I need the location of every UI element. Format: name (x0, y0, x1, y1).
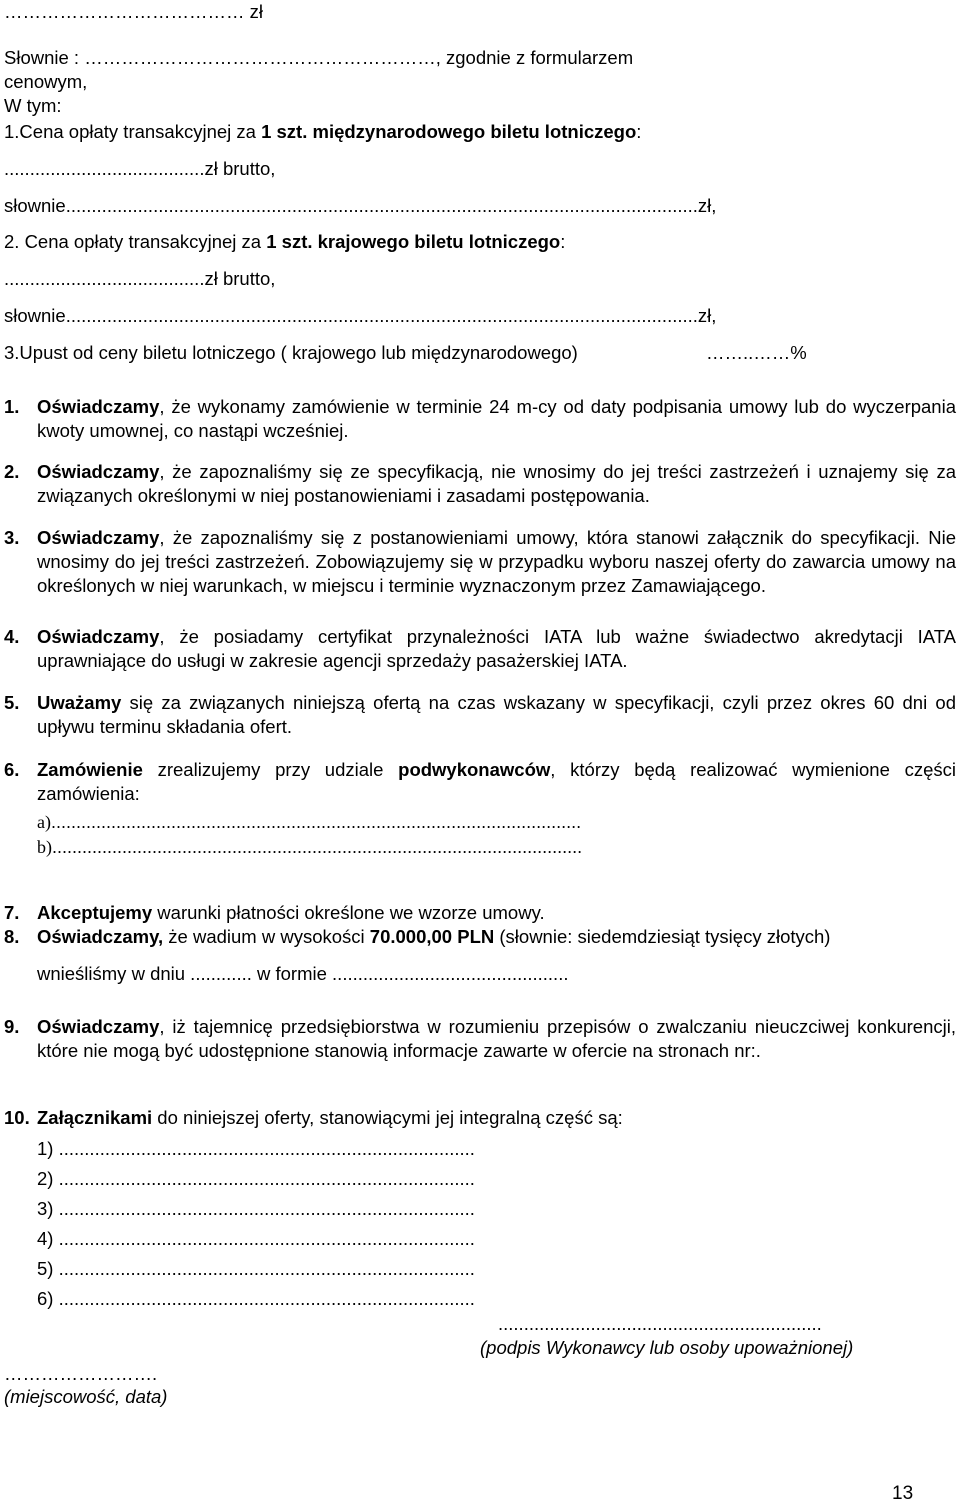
item-6-bold-1: Zamówienie (37, 759, 143, 780)
declaration-3-number: 3. (4, 527, 20, 548)
item-8-text-1: że wadium w wysokości (163, 926, 370, 947)
declaration-5 (4, 691, 956, 739)
attachment-item: 1) ................................................................................. (37, 1138, 475, 1159)
item-9-text: , iż tajemnicę przedsiębiorstwa w rozumieniu przepisów o zwalczaniu nieuczciwej konkurencji, które nie mogą być udostępnione stanowią informacje zawarte w ofercie na stronach nr:. (37, 1016, 956, 1061)
item-6-text-2: , którzy będą realizować wymienione części zamówienia: (37, 759, 956, 804)
price-item-1-bold: 1 szt. międzynarodowego biletu lotniczego (261, 121, 637, 142)
item-6-sub-b-dots: .......................................................................................................... (52, 837, 583, 857)
declaration-2-text: , że zapoznaliśmy się ze specyfikacją, nie wnosimy do jej treści zastrzeżeń i uznajemy się za związanych określonymi w niej postanowieniami i zasadami postępowania. (37, 461, 956, 506)
item-9-number: 9. (4, 1016, 20, 1037)
item-10-bold: Załącznikami (37, 1107, 153, 1128)
item-6-number: 6. (4, 759, 20, 780)
declaration-3 (4, 526, 956, 598)
signature-dots: ............................................................... (498, 1313, 822, 1334)
item-8-text-2: (słownie: siedemdziesiąt tysięcy złotych) (494, 926, 831, 947)
price-item-2-bold: 1 szt. krajowego biletu lotniczego (266, 231, 561, 252)
item-8-line-2: wnieśliśmy w dniu ............ w formie .............................................. (37, 963, 569, 984)
declaration-1-bold: Oświadczamy (37, 396, 160, 417)
page-number: 13 (892, 1483, 914, 1504)
declaration-2-number: 2. (4, 461, 20, 482)
item-6-sub-a-dots: .......................................................................................................... (50, 812, 582, 832)
item-6-sub-a (37, 810, 581, 834)
item-10-number: 10. (4, 1107, 30, 1128)
price-item-2 (4, 230, 565, 254)
declaration-1-number: 1. (4, 396, 20, 417)
slownie-label: Słownie : (4, 47, 85, 68)
item-6-sub-a-label: a) (37, 812, 51, 832)
declaration-5-number: 5. (4, 692, 20, 713)
item-10-attachments (4, 1106, 956, 1130)
item-6-sub-b-label: b) (37, 837, 52, 857)
declaration-5-bold: Uważamy (37, 692, 122, 713)
price-item-1-slownie: słownie...........................................................................................................................zł, (4, 195, 717, 216)
price-item-2-slownie: słownie...........................................................................................................................zł, (4, 305, 717, 326)
declaration-2 (4, 460, 956, 508)
declaration-2-bold: Oświadczamy (37, 461, 160, 482)
w-tym-text: W tym: (4, 95, 62, 116)
declaration-1-text: , że wykonamy zamówienie w terminie 24 m-cy od daty podpisania umowy lub do wyczerpania kwoty umownej, co nastąpi wcześniej. (37, 396, 956, 441)
place-date-dots: ……………………. (4, 1363, 158, 1384)
amount-in-words-line (4, 46, 633, 70)
price-item-1-label: 1.Cena opłaty transakcyjnej za (4, 121, 262, 142)
attachment-item: 6) ................................................................................. (37, 1288, 475, 1309)
discount-label: 3.Upust od ceny biletu lotniczego ( krajowego lub międzynarodowego) (4, 342, 578, 363)
attachment-item: 5) ................................................................................. (37, 1258, 475, 1279)
attachment-item: 3) ................................................................................. (37, 1198, 475, 1219)
item-8-bold-1: Oświadczamy, (37, 926, 164, 947)
place-date-label: (miejscowość, data) (4, 1386, 168, 1407)
declaration-4 (4, 625, 956, 673)
declaration-4-text: , że posiadamy certyfikat przynależności IATA lub ważne świadectwo akredytacji IATA uprawniające do usługi w zakresie agencji sprzedaży pasażerskiej IATA. (37, 626, 956, 671)
declaration-5-text: się za związanych niniejszą ofertą na czas wskazany w specyfikacji, czyli przez okres 60 dni od upływu terminu składania ofert. (37, 692, 956, 737)
declaration-3-bold: Oświadczamy (37, 527, 160, 548)
item-7-text: warunki płatności określone we wzorze umowy. (152, 902, 545, 923)
declaration-3-text: , że zapoznaliśmy się z postanowieniami umowy, która stanowi załącznik do specyfikacji. Nie wnosimy do jej treści zastrzeżeń. Zobowiązujemy się w przypadku wyboru naszej oferty do zawarcia umowy na określonych w niej warunkach, w miejscu i terminie wyznaczonym przez Zamawiającego. (37, 527, 956, 596)
price-item-1 (4, 120, 641, 144)
declaration-4-number: 4. (4, 626, 20, 647)
item-6-bold-2: podwykonawców (398, 759, 551, 780)
item-9-bold: Oświadczamy (37, 1016, 160, 1037)
slownie-dots: ………………………………………………… (84, 47, 436, 68)
price-item-2-label: 2. Cena opłaty transakcyjnej za (4, 231, 267, 252)
discount-line (4, 341, 578, 365)
attachment-item: 4) ................................................................................. (37, 1228, 475, 1249)
signature-label: (podpis Wykonawcy lub osoby upoważnionej) (480, 1337, 854, 1358)
slownie-suffix: , zgodnie z formularzem (435, 47, 634, 68)
item-7-number: 7. (4, 902, 20, 923)
item-6-subcontractors (4, 758, 956, 806)
price-item-2-colon: : (560, 231, 566, 252)
item-8-wadium (4, 925, 956, 949)
discount-value: ……..……% (706, 342, 807, 363)
cenowym-text: cenowym, (4, 71, 88, 92)
attachment-item: 2) ................................................................................. (37, 1168, 475, 1189)
item-7-bold: Akceptujemy (37, 902, 153, 923)
price-line: ………………………………… zł (4, 1, 263, 22)
item-9-secret (4, 1015, 956, 1063)
price-item-1-colon: : (636, 121, 642, 142)
item-6-sub-b (37, 835, 582, 859)
price-item-1-brutto: .......................................zł brutto, (4, 158, 276, 179)
item-6-text-1: zrealizujemy przy udziale (142, 759, 399, 780)
item-8-amount: 70.000,00 PLN (369, 926, 495, 947)
item-8-number: 8. (4, 926, 20, 947)
declaration-1 (4, 395, 956, 443)
item-7-payment (4, 901, 956, 925)
item-10-text: do niniejszej oferty, stanowiącymi jej integralną część są: (152, 1107, 623, 1128)
declaration-4-bold: Oświadczamy (37, 626, 160, 647)
price-item-2-brutto: .......................................zł brutto, (4, 268, 276, 289)
